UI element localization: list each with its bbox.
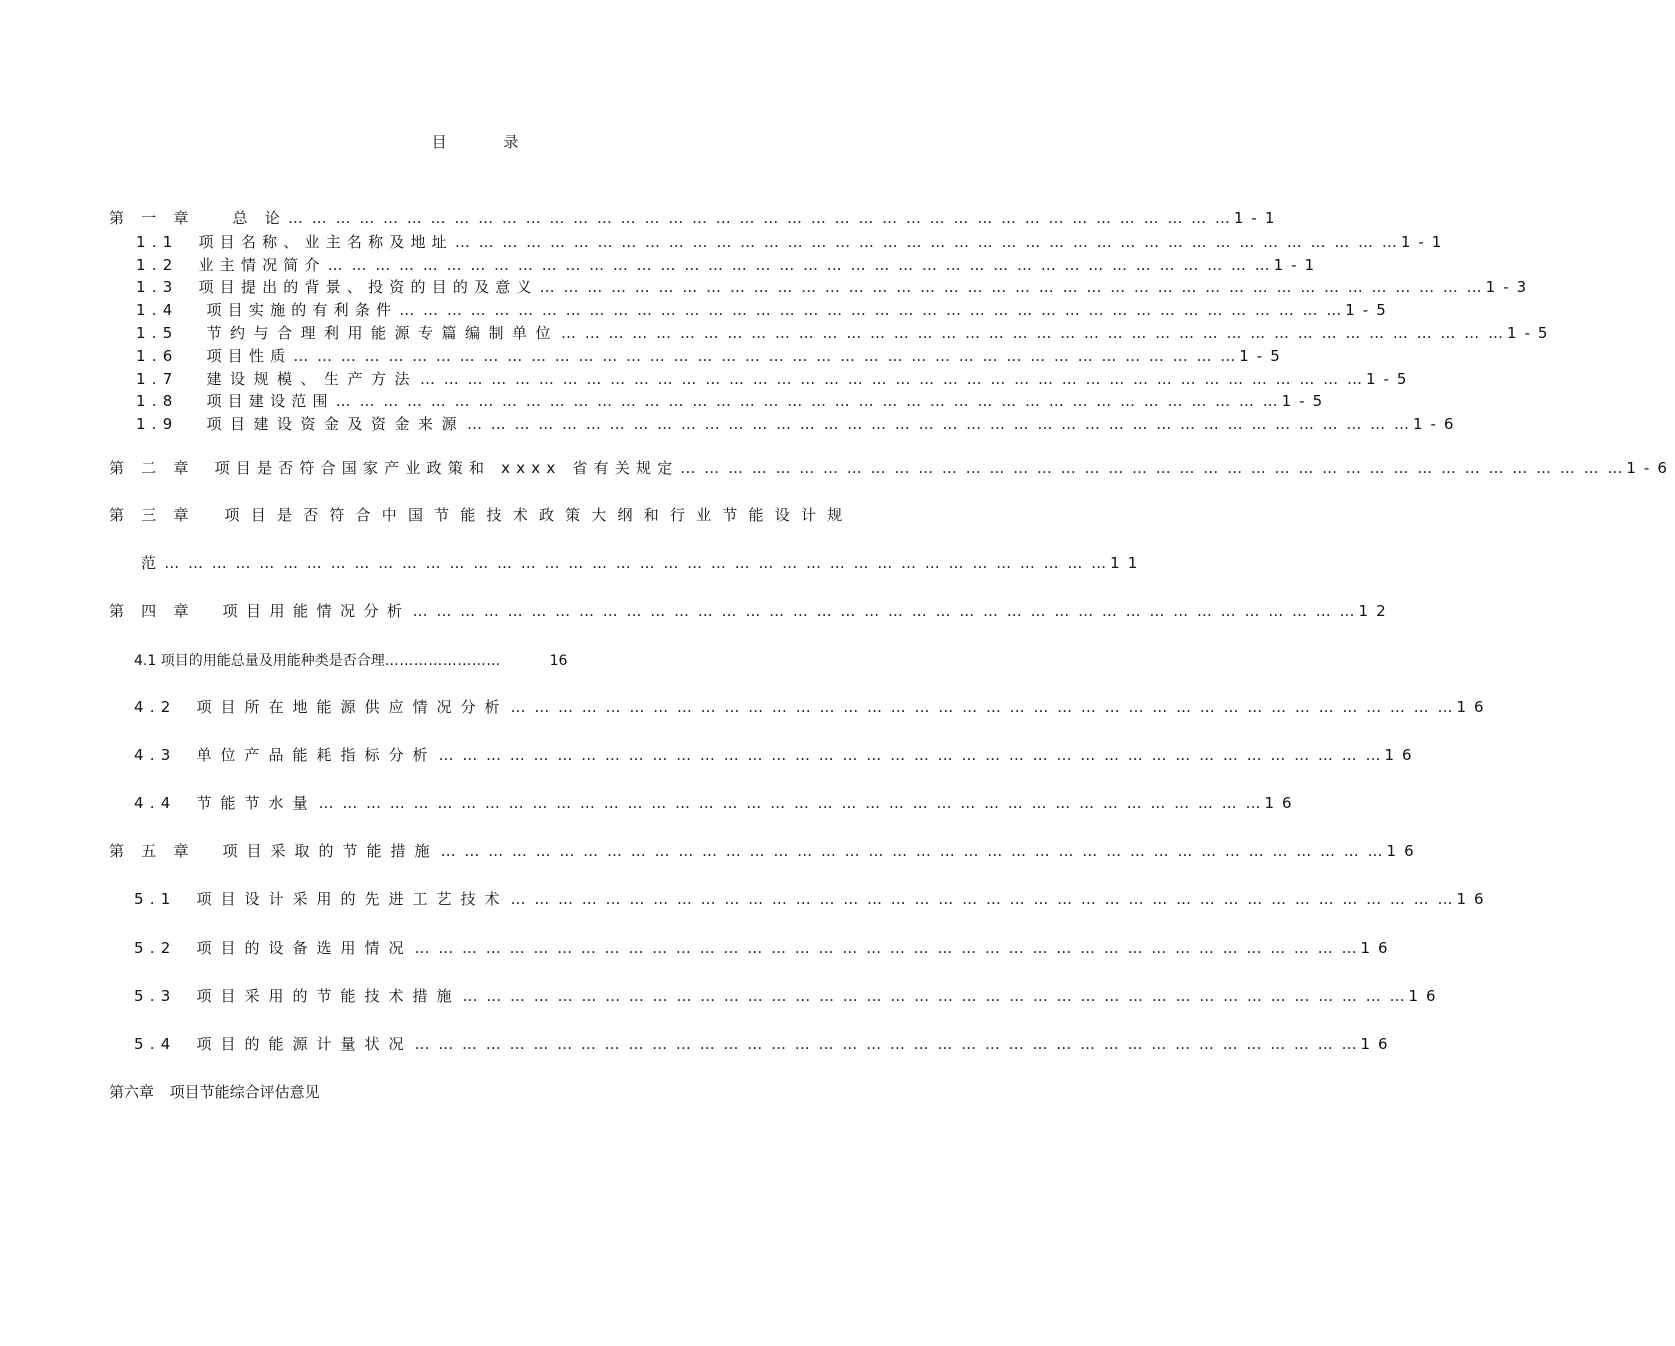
dot-leader: … … … … … … … … … … … … … … … … … … … … … … … … … … … … … … … … … … … … … … … …: [454, 233, 1399, 251]
dot-leader: … … … … … … … … … … … … … … … … … … … … … … … … … … … … … … … … … … … … … … … …: [318, 794, 1263, 812]
entry-title: 项目名称、业主名称及地址: [198, 233, 453, 251]
entry-page: 11: [1110, 554, 1146, 572]
entry-label: 5.1: [134, 890, 177, 908]
entry-label: 1.2: [136, 256, 179, 274]
entry-label: 第六章: [109, 1083, 155, 1101]
toc-entry-ch3: [109, 504, 854, 525]
entry-page: 16: [549, 653, 568, 669]
entry-page: 16: [1360, 939, 1396, 957]
entry-title: 节能节水量: [196, 794, 317, 812]
toc-entry-ch6: [109, 1081, 320, 1102]
entry-page: 16: [1264, 794, 1300, 812]
dot-leader: ……………………: [384, 653, 501, 669]
toc-entry-4-1: [134, 650, 567, 670]
entry-label: 1.4: [136, 301, 179, 319]
entry-label: 4.3: [134, 746, 177, 764]
dot-leader: … … … … … … … … … … … … … … … … … … … … … … … … … … … … … … … … … … … … … … … …: [327, 256, 1272, 274]
entry-title: 项目建设资金及资金来源: [206, 415, 465, 433]
entry-page: 1-3: [1485, 278, 1535, 296]
toc-entry-1-6: [136, 345, 1288, 366]
entry-page: 1-1: [1233, 209, 1283, 227]
entry-label: 5.4: [134, 1035, 177, 1053]
entry-title: 项目建设范围: [206, 392, 334, 410]
toc-entry-5-2: [134, 937, 1396, 958]
toc-entry-ch3-cont: [141, 552, 1146, 573]
entry-title: 总 论: [232, 209, 286, 227]
entry-title: 单位产品能耗指标分析: [196, 746, 437, 764]
toc-entry-4-4: [134, 792, 1300, 813]
toc-entry-ch2: [109, 457, 1675, 478]
entry-title: 项目实施的有利条件: [206, 301, 398, 319]
toc-entry-ch5: [109, 840, 1422, 861]
entry-title: 业主情况简介: [198, 256, 326, 274]
toc-entry-1-7: [136, 368, 1415, 389]
dot-leader: … … … … … … … … … … … … … … … … … … … … … … … … … … … … … … … … … … … … … … … …: [414, 939, 1359, 957]
toc-entry-1-4: [136, 299, 1394, 320]
entry-title: 项目的用能总量及用能种类是否合理: [160, 653, 385, 669]
dot-leader: … … … … … … … … … … … … … … … … … … … … … … … … … … … … … … … … … … … … … … … …: [510, 890, 1455, 908]
page-title: 目 录: [431, 133, 545, 151]
entry-label: 1.7: [136, 370, 179, 388]
entry-title: 项目所在地能源供应情况分析: [196, 698, 509, 716]
dot-leader: … … … … … … … … … … … … … … … … … … … … … … … … … … … … … … … … … … … … … … … …: [293, 347, 1238, 365]
toc-entry-1-9: [136, 413, 1462, 434]
entry-label: 第 一 章: [109, 209, 195, 227]
entry-page: 16: [1386, 842, 1422, 860]
entry-page: 16: [1360, 1035, 1396, 1053]
entry-title: 项目设计采用的先进工艺技术: [196, 890, 509, 908]
toc-entry-5-3: [134, 985, 1444, 1006]
entry-page: 16: [1384, 746, 1420, 764]
entry-page: 1-5: [1506, 324, 1556, 342]
entry-label: 4.2: [134, 698, 177, 716]
dot-leader: … … … … … … … … … … … … … … … … … … … … … … … … … … … … … … … … … … … … … … … …: [560, 324, 1505, 342]
entry-label: 1.6: [136, 347, 179, 365]
entry-page: 16: [1456, 890, 1492, 908]
entry-label: 1.9: [136, 415, 179, 433]
entry-page: 1-5: [1365, 370, 1415, 388]
entry-title: 项目是否符合国家产业政策和 xxxx 省有关规定: [214, 459, 679, 477]
entry-page: 16: [1456, 698, 1492, 716]
entry-page: 1-5: [1239, 347, 1288, 365]
dot-leader: … … … … … … … … … … … … … … … … … … … … … … … … … … … … … … … … … … … … … … … …: [287, 209, 1232, 227]
entry-label: 1.5: [136, 324, 179, 342]
entry-label: 5.3: [134, 987, 177, 1005]
entry-label: 第 二 章: [109, 459, 195, 477]
entry-label: 第 四 章: [109, 602, 195, 620]
entry-title: 建设规模、生产方法: [206, 370, 418, 388]
toc-entry-1-3: [136, 276, 1535, 297]
entry-title: 项目用能情况分析: [222, 602, 411, 620]
dot-leader: … … … … … … … … … … … … … … … … … … … … … … … … … … … … … … … … … … … … … … … …: [412, 602, 1357, 620]
dot-leader: … … … … … … … … … … … … … … … … … … … … … … … … … … … … … … … … … … … … … … … …: [399, 301, 1344, 319]
entry-label: 第 五 章: [109, 842, 195, 860]
dot-leader: … … … … … … … … … … … … … … … … … … … … … … … … … … … … … … … … … … … … … … … …: [335, 392, 1280, 410]
dot-leader: … … … … … … … … … … … … … … … … … … … … … … … … … … … … … … … … … … … … … … … …: [539, 278, 1484, 296]
entry-page: 12: [1358, 602, 1394, 620]
dot-leader: … … … … … … … … … … … … … … … … … … … … … … … … … … … … … … … … … … … … … … … …: [462, 987, 1407, 1005]
dot-leader: … … … … … … … … … … … … … … … … … … … … … … … … … … … … … … … … … … … … … … … …: [164, 554, 1109, 572]
entry-title: 项目提出的背景、投资的目的及意义: [198, 278, 538, 296]
entry-page: 1-5: [1281, 392, 1331, 410]
entry-title: 项目采取的节能措施: [222, 842, 439, 860]
entry-title: 节约与合理利用能源专篇编制单位: [206, 324, 559, 342]
entry-label: 1.8: [136, 392, 179, 410]
toc-entry-ch4: [109, 600, 1394, 621]
dot-leader: … … … … … … … … … … … … … … … … … … … … … … … … … … … … … … … … … … … … … … … …: [510, 698, 1455, 716]
entry-title: 项目的能源计量状况: [196, 1035, 413, 1053]
toc-entry-4-2: [134, 696, 1492, 717]
entry-label: 1.1: [136, 233, 179, 251]
entry-title: 项目采用的节能技术措施: [196, 987, 461, 1005]
toc-entry-1-8: [136, 390, 1331, 411]
entry-label: 4.4: [134, 794, 177, 812]
entry-title-cont: 范: [141, 554, 163, 572]
toc-entry-1-5: [136, 322, 1556, 343]
entry-label: 5.2: [134, 939, 177, 957]
dot-leader: … … … … … … … … … … … … … … … … … … … … … … … … … … … … … … … … … … … … … … … …: [680, 459, 1625, 477]
entry-page: 1-1: [1273, 256, 1323, 274]
entry-title: 项目是否符合中国节能技术政策大纲和行业节能设计规: [224, 506, 854, 524]
dot-leader: … … … … … … … … … … … … … … … … … … … … … … … … … … … … … … … … … … … … … … … …: [419, 370, 1364, 388]
entry-label: 1.3: [136, 278, 179, 296]
entry-label: 第 三 章: [109, 506, 195, 524]
toc-entry-1-2: [136, 254, 1323, 275]
entry-page: 16: [1408, 987, 1444, 1005]
entry-page: 1-6: [1412, 415, 1462, 433]
entry-page: 1-5: [1345, 301, 1394, 319]
entry-title: 项目性质: [206, 347, 292, 365]
dot-leader: … … … … … … … … … … … … … … … … … … … … … … … … … … … … … … … … … … … … … … … …: [414, 1035, 1359, 1053]
dot-leader: … … … … … … … … … … … … … … … … … … … … … … … … … … … … … … … … … … … … … … … …: [466, 415, 1411, 433]
entry-title: 项目节能综合评估意见: [169, 1083, 320, 1101]
dot-leader: … … … … … … … … … … … … … … … … … … … … … … … … … … … … … … … … … … … … … … … …: [438, 746, 1383, 764]
toc-entry-4-3: [134, 744, 1420, 765]
toc-entry-ch1: [109, 207, 1283, 228]
entry-page: 1-1: [1400, 233, 1450, 251]
toc-entry-5-4: [134, 1033, 1396, 1054]
entry-page: 1-6: [1626, 459, 1675, 477]
entry-title: 项目的设备选用情况: [196, 939, 413, 957]
dot-leader: … … … … … … … … … … … … … … … … … … … … … … … … … … … … … … … … … … … … … … … …: [440, 842, 1385, 860]
toc-entry-1-1: [136, 231, 1450, 252]
entry-label: 4.1: [134, 653, 157, 669]
toc-entry-5-1: [134, 888, 1492, 909]
